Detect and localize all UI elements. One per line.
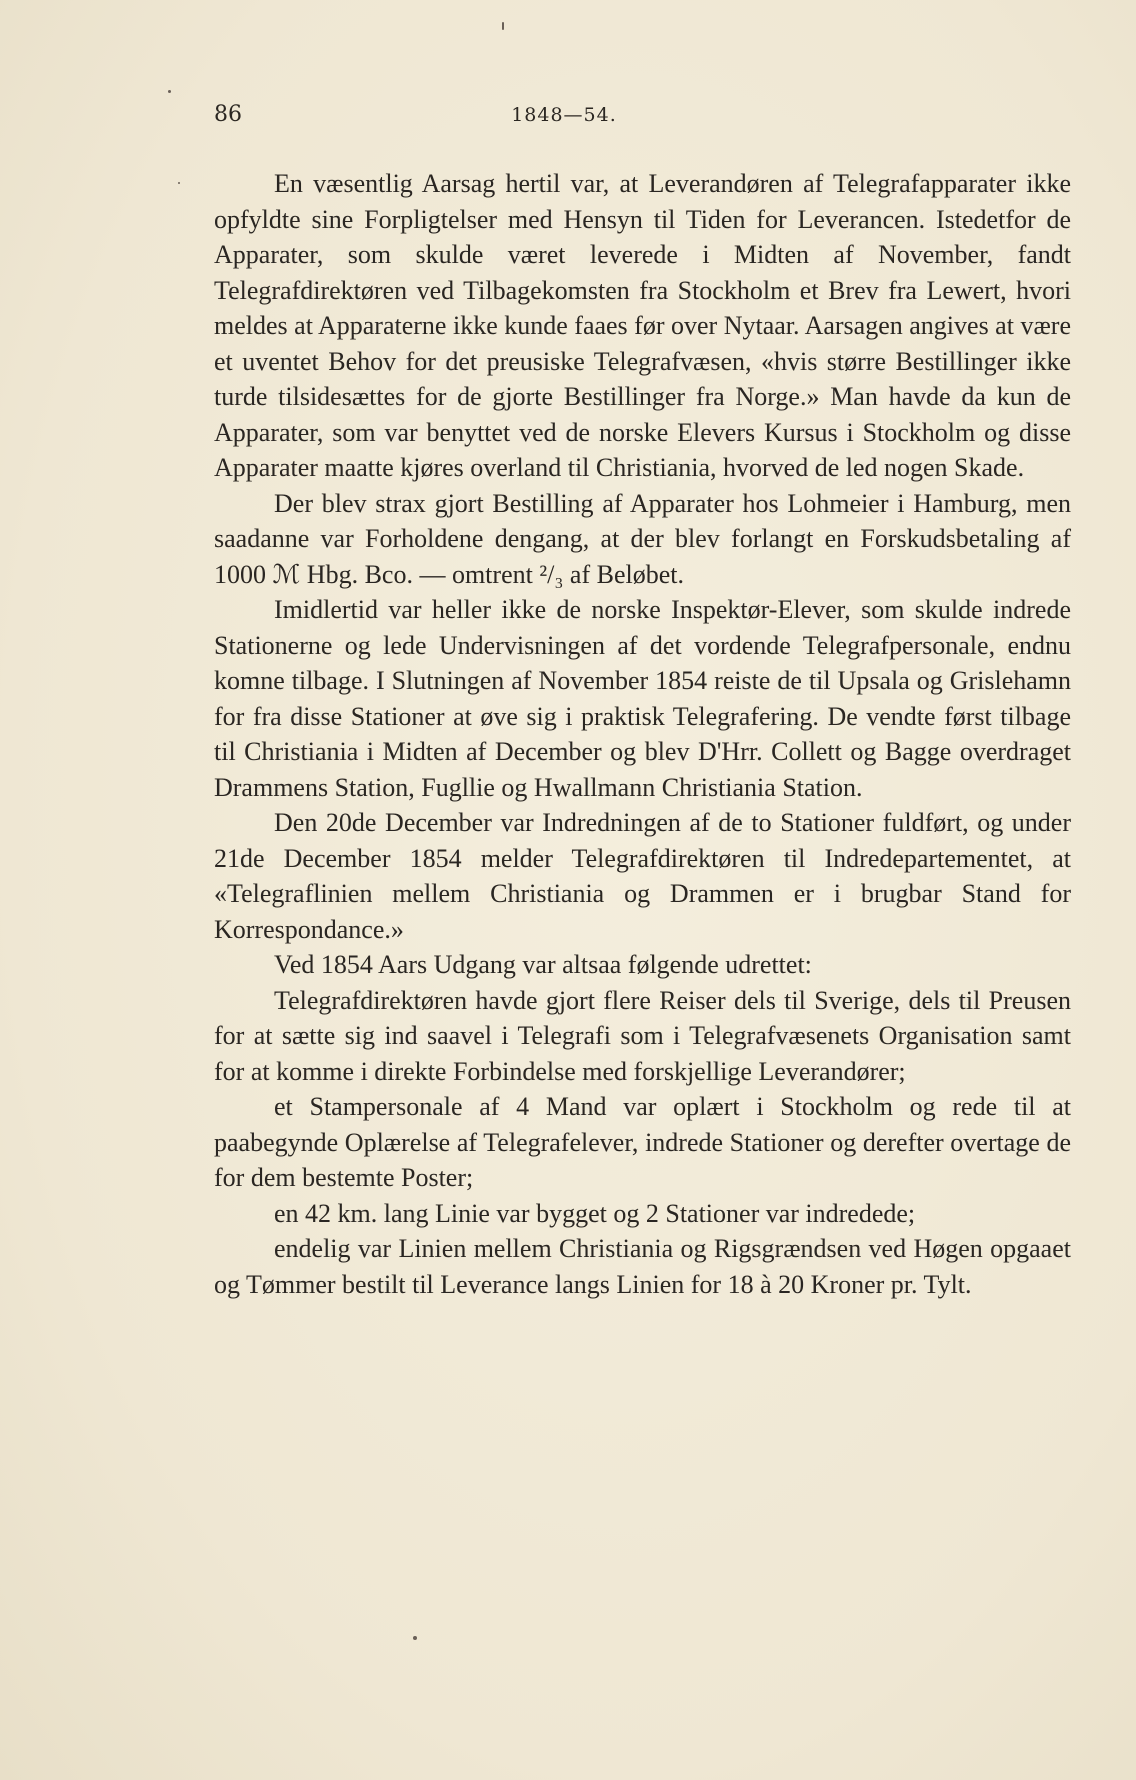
paper-speck: [178, 182, 180, 184]
list-paragraph: Telegrafdirektøren havde gjort flere Reiser dels til Sverige, dels til Preusen for at sætte sig ind saavel i Telegrafi som i Telegrafvæsenets Organisation samt for at komme i direkte Forbindelse med forskjellige Leverandører;: [214, 985, 1071, 1086]
paper-speck: [168, 90, 171, 93]
running-head: 1848—54.: [511, 104, 617, 126]
paper-speck: [502, 22, 504, 30]
list-paragraph: et Stampersonale af 4 Mand var oplært i Stockholm og rede til at paabegynde Oplærelse af Telegrafelever, indrede Stationer og derefter overtage de for dem bestemte Poster;: [214, 1092, 1071, 1192]
list-paragraph: endelig var Linien mellem Christiania og Rigsgrændsen ved Høgen opgaaet og Tømmer bestilt til Leverance langs Linien for 18 à 20 Kroner pr. Tylt.: [214, 1234, 1071, 1299]
paragraph: Ved 1854 Aars Udgang var altsaa følgende udrettet:: [274, 950, 812, 979]
page-number: 86: [214, 102, 242, 127]
page-header: [214, 102, 1071, 142]
body-text: [214, 166, 1071, 1302]
paper-speck: [413, 1636, 417, 1640]
paragraph: Den 20de December var Indredningen af de to Stationer fuldført, og under 21de December 1854 melder Telegrafdirektøren til Indredepartementet, at «Telegraflinien mellem Christiania og Drammen er i brugbar Stand for Korrespondance.»: [214, 808, 1071, 944]
paragraph: Imidlertid var heller ikke de norske Inspektør-Elever, som skulde indrede Stationerne og lede Undervisningen af det vordende Telegrafpersonale, endnu komne tilbage. I Slutningen af November 1854 reiste de til Upsala og Grislehamn for fra disse Stationer at øve sig i praktisk Telegrafering. De vendte først tilbage til Christiania i Midten af December og blev D'Hrr. Collett og Bagge overdraget Drammens Station, Fugllie og Hwallmann Christiania Station.: [214, 595, 1071, 802]
paragraph: Der blev strax gjort Bestilling af Apparater hos Lohmeier i Hamburg, men saadanne var Forholdene dengang, at der blev forlangt en Forskudsbetaling af 1000 ℳ Hbg. Bco. — omtrent ²/₃ af Beløbet.: [214, 488, 1071, 589]
list-paragraph: en 42 km. lang Linie var bygget og 2 Stationer var indredede;: [274, 1198, 916, 1228]
paragraph: En væsentlig Aarsag hertil var, at Leverandøren af Telegrafapparater ikke opfyldte sine Forpligtelser med Hensyn til Tiden for Leverancen. Istedetfor de Apparater, som skulde været leverede i Midten af November, fandt Telegrafdirektøren ved Tilbagekomsten fra Stockholm et Brev fra Lewert, hvori meldes at Apparaterne ikke kunde faaes før over Nytaar. Aarsagen angives at være et uventet Behov for det preusiske Telegrafvæsen, «hvis større Bestillinger ikke turde tilsidesættes for de gjorte Bestillinger fra Norge.» Man havde da kun de Apparater, som var benyttet ved de norske Elevers Kursus i Stockholm og disse Apparater maatte kjøres overland til Christiania, hvorved de led nogen Skade.: [214, 169, 1071, 482]
